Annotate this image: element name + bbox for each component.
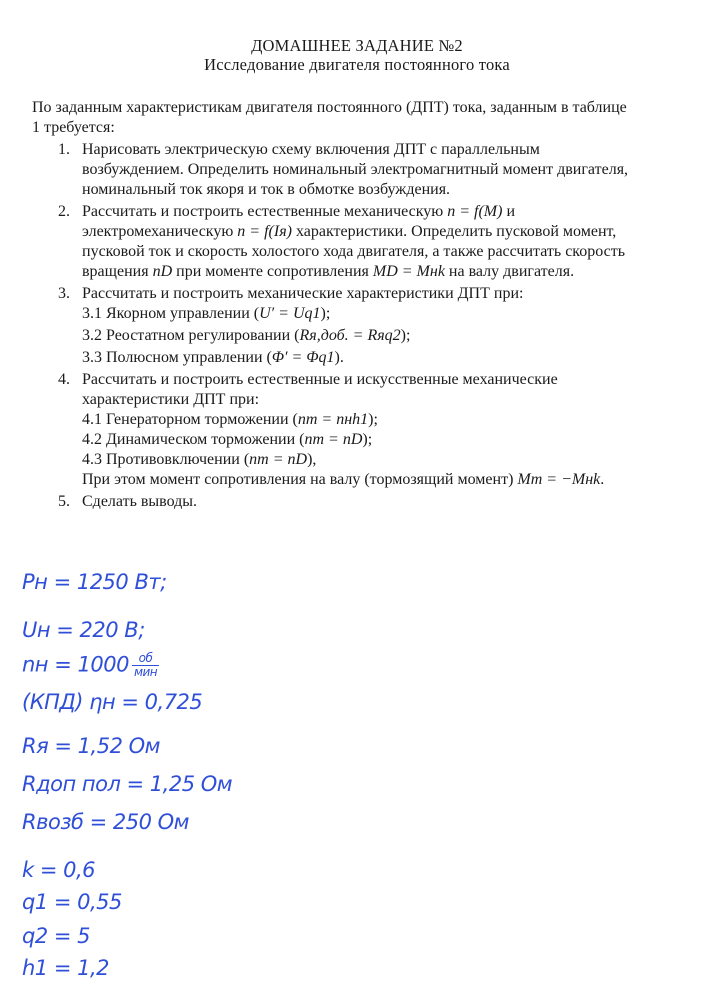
text: 4.1 Генераторном торможении ( (82, 411, 298, 428)
task-2-line-4 (82, 262, 574, 282)
task-1-line-2: возбуждением. Определить номинальный электромагнитный момент двигателя, (82, 161, 629, 178)
page-subtitle: Исследование двигателя постоянного тока (204, 55, 510, 74)
formula: Φ′ = Φq1 (271, 349, 335, 366)
hand-voltage: Uн = 220 В; (22, 618, 145, 642)
text: и (502, 203, 516, 220)
intro-line-2: 1 требуется: (32, 119, 115, 136)
text: характеристики. Определить пусковой момент, (291, 223, 617, 240)
text: ), (307, 451, 317, 468)
task-4-line-6 (82, 470, 604, 490)
task-3-sub-2 (82, 326, 410, 346)
task-4-sub-1 (82, 410, 378, 430)
text: ); (320, 305, 331, 322)
task-2-line-1 (82, 202, 515, 222)
hand-extra-resistance: Rдоп пол = 1,25 Ом (22, 772, 233, 796)
task-4-sub-2 (82, 430, 372, 450)
task-2-number: 2. (58, 203, 70, 220)
task-1-line-3: номинальный ток якоря и ток в обмотке возбуждения. (82, 181, 451, 198)
text: ). (334, 349, 344, 366)
formula: nD (152, 263, 173, 280)
hand-q2: q2 = 5 (22, 924, 90, 948)
hand-field-resistance: Rвозб = 250 Ом (22, 810, 190, 834)
task-4-line-1: Рассчитать и построить естественные и искусственные механические (82, 371, 558, 388)
unit-denominator: мин (133, 665, 158, 679)
task-5-number: 5. (58, 493, 70, 510)
text: При этом момент сопротивления на валу (тормозящий момент) (82, 471, 518, 488)
text: ); (362, 431, 373, 448)
text: 3.3 Полюсном управлении ( (82, 349, 272, 366)
formula: U′ = Uq1 (259, 305, 321, 322)
hand-speed (22, 652, 159, 679)
hand-power: Pн = 1250 Вт; (22, 570, 167, 594)
hand-q1: q1 = 0,55 (22, 890, 122, 914)
formula: nт = nD (249, 451, 308, 468)
task-3-number: 3. (58, 285, 70, 302)
task-2-line-3: пусковой ток и скорость холостого хода двигателя, а также рассчитать скорость (82, 243, 626, 260)
hand-efficiency: (КПД) ηн = 0,725 (22, 690, 203, 714)
unit-numerator: об (132, 652, 159, 666)
formula: n = f(M) (447, 203, 503, 220)
formula: Mт = −Mнk (517, 471, 601, 488)
page-title: ДОМАШНЕЕ ЗАДАНИЕ №2 (251, 36, 463, 55)
hand-armature-resistance: Rя = 1,52 Ом (22, 734, 160, 758)
task-4-line-2: характеристики ДПТ при: (82, 391, 260, 408)
task-1-line-1: Нарисовать электрическую схему включения ДПТ с параллельным (82, 141, 540, 158)
text: . (600, 471, 605, 488)
text: 4.2 Динамическом торможении ( (82, 431, 305, 448)
task-4-number: 4. (58, 371, 70, 388)
text: вращения (82, 263, 153, 280)
formula: nт = nD (304, 431, 363, 448)
hand-h1: h1 = 1,2 (22, 956, 110, 980)
hand-speed-unit (132, 652, 159, 679)
task-3-sub-3 (82, 348, 344, 368)
task-2-line-2 (82, 222, 616, 242)
formula: Rя,доб. = Rяq2 (299, 327, 401, 344)
intro-line-1: По заданным характеристикам двигателя постоянного (ДПТ) тока, заданным в таблице (32, 99, 627, 116)
hand-k: k = 0,6 (22, 858, 96, 882)
text: при моменте сопротивления (172, 263, 373, 280)
text: на валу двигателя. (444, 263, 575, 280)
text: Рассчитать и построить естественные механическую (82, 203, 448, 220)
hand-speed-value: nн = 1000 (22, 652, 129, 677)
text: ); (368, 411, 378, 428)
text: электромеханическую (82, 223, 238, 240)
task-5-line-1: Сделать выводы. (82, 493, 198, 510)
formula: nт = nнh1 (297, 411, 369, 428)
formula: MD = Mнk (372, 263, 445, 280)
text: 3.2 Реостатном регулировании ( (82, 327, 300, 344)
formula: n = f(Iя) (237, 223, 292, 240)
task-1-number: 1. (58, 141, 70, 158)
text: ); (400, 327, 411, 344)
task-3-sub-1 (82, 304, 330, 324)
text: 4.3 Противовключении ( (82, 451, 250, 468)
text: 3.1 Якорном управлении ( (82, 305, 260, 322)
task-4-sub-3 (82, 450, 316, 470)
task-3-line-1: Рассчитать и построить механические характеристики ДПТ при: (82, 285, 524, 302)
